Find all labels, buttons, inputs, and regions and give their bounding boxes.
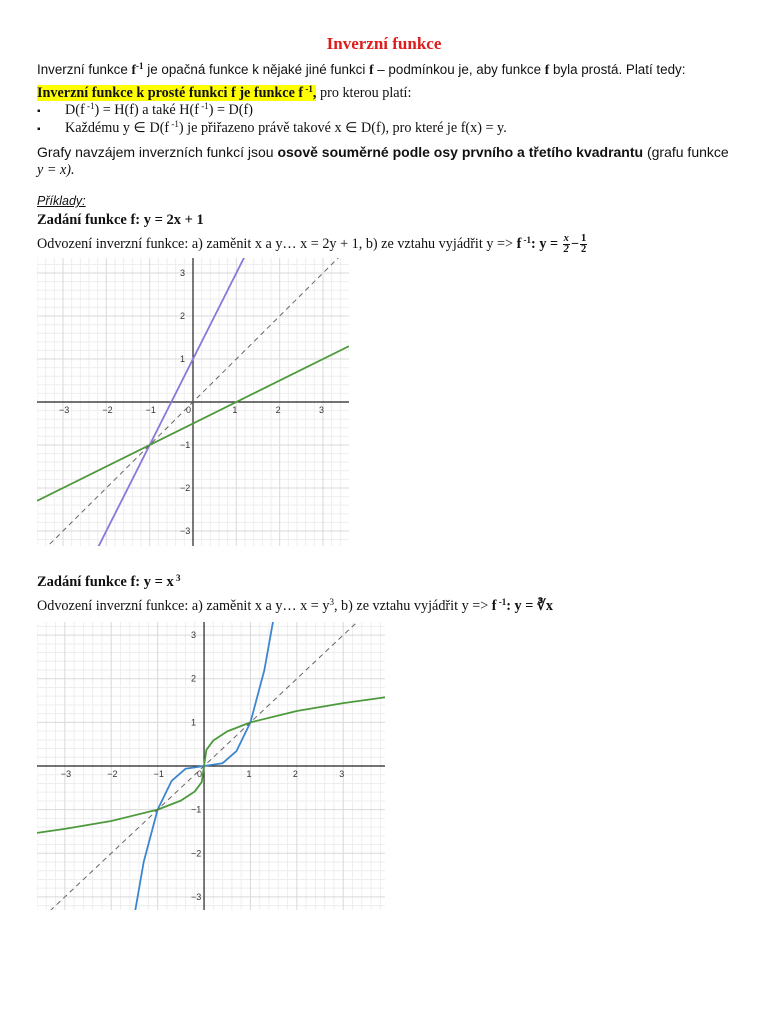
bullet-marker-1: ▪: [37, 106, 41, 117]
y-tick-label: −1: [191, 804, 202, 815]
example-1-minus: −: [570, 235, 579, 252]
x-tick-label: −1: [153, 769, 164, 779]
intro-text-1: Inverzní funkce: [37, 62, 128, 77]
graphs-paragraph-line2: y = x).: [37, 162, 75, 178]
example-2-result-label: f: [491, 598, 497, 614]
highlight-sup: -1: [303, 84, 313, 94]
bullet-marker-2: ▪: [37, 124, 41, 135]
highlight-text: Inverzní funkce k prosté funkci f je funkce f: [37, 85, 304, 101]
y-tick-label: −2: [180, 482, 191, 493]
graphs-text-b: (grafu funkce: [643, 144, 729, 160]
highlight-definition: [37, 85, 316, 101]
example-1-result-sup: -1: [521, 234, 532, 245]
example-1-derivation: [37, 234, 588, 255]
y-tick-label: −3: [191, 891, 202, 902]
examples-label: Příklady:: [37, 194, 86, 208]
fraction-2-numerator: 1: [580, 233, 587, 244]
fraction-1-numerator: x: [563, 233, 569, 244]
example-2-heading-sup: 3: [173, 573, 181, 583]
highlight-line: [37, 85, 411, 102]
example-2-heading: [37, 574, 181, 591]
graphs-text-bold: osově souměrné podle osy prvního a třetího kvadrantu: [277, 144, 644, 160]
example-2-derivation: [37, 598, 553, 615]
x-tick-label: −1: [145, 405, 156, 415]
x-tick-label: −2: [102, 405, 113, 415]
y-tick-label: −1: [180, 439, 191, 450]
example-1-derivation-text: Odvození inverzní funkce: a) zaměnit x a y… x = 2y + 1, b) ze vztahu vyjádřit y =>: [37, 235, 517, 252]
example-2-derivation-a: Odvození inverzní funkce: a) zaměnit x a y… x = y: [37, 598, 330, 614]
intro-f-inverse-letter: f: [131, 62, 137, 77]
example-2-heading-text: Zadání funkce f: y = x: [37, 574, 174, 590]
example-2-derivation-sup: 3: [329, 597, 334, 607]
example-1-result-eq: : y =: [531, 235, 559, 252]
bullet-item-1: [65, 102, 253, 119]
y-tick-label: 3: [191, 630, 197, 641]
x-tick-label: 0: [197, 769, 203, 779]
intro-f: f: [369, 62, 374, 77]
fraction-x-over-2: [563, 234, 570, 255]
bullet-1-part-b: ) = H(f) a také H(f: [94, 102, 199, 118]
example-1-result-label: f: [516, 235, 522, 252]
graphs-paragraph: [37, 144, 729, 160]
intro-f2: f: [544, 62, 550, 77]
graph-2-svg: [37, 622, 385, 910]
x-tick-label: 2: [275, 405, 281, 415]
graph-1-svg: [37, 258, 349, 546]
fraction-1-denominator: 2: [563, 244, 569, 255]
fraction-1-over-2: [580, 234, 587, 255]
bullet-1-sup-2: -1: [198, 101, 209, 111]
example-1-heading: Zadání funkce f: y = 2x + 1: [37, 212, 204, 228]
x-tick-label: −3: [60, 769, 72, 779]
intro-paragraph: [37, 62, 685, 78]
x-tick-label: −3: [59, 405, 70, 415]
x-tick-label: −2: [107, 769, 118, 779]
graph-2: [37, 622, 385, 910]
example-2-result-sup: -1: [496, 597, 507, 607]
page-title: Inverzní funkce: [326, 34, 442, 53]
intro-text-2: je opačná funkce k nějaké jiné funkci: [143, 62, 370, 77]
example-2-result-colon: :: [506, 598, 515, 614]
y-tick-label: 1: [191, 717, 197, 728]
bullet-1-sup-1: -1: [84, 101, 95, 111]
x-tick-label: 3: [319, 405, 325, 415]
example-2-result-expr: y = ∛x: [514, 598, 553, 614]
highlight-rest: pro kterou platí:: [316, 85, 412, 101]
y-tick-label: −2: [191, 848, 202, 859]
x-tick-label: 0: [186, 405, 192, 415]
intro-text-3: – podmínkou je, aby funkce: [373, 62, 545, 77]
fraction-2-denominator: 2: [580, 244, 587, 255]
example-2-derivation-b: , b) ze vztahu vyjádřit y =>: [333, 598, 492, 614]
bullet-2-part-b: ) je přiřazeno právě takové x ∈ D(f), pro které je f(x) = y.: [178, 120, 507, 136]
y-tick-label: 1: [180, 354, 186, 365]
x-tick-label: 2: [292, 769, 298, 779]
y-tick-label: −3: [180, 525, 191, 536]
bullet-2-part-a: Každému y ∈ D(f: [65, 120, 170, 136]
y-tick-label: 2: [191, 673, 197, 684]
y-tick-label: 2: [180, 311, 186, 322]
bullet-1-part-a: D(f: [65, 102, 85, 118]
example-1-result: [517, 236, 558, 252]
intro-f-inverse-sup: -1: [136, 61, 144, 71]
x-tick-label: 1: [232, 405, 238, 415]
graph-1: [37, 258, 349, 546]
intro-f-inverse: [132, 62, 144, 77]
bullet-1-part-c: ) = D(f): [208, 102, 253, 118]
graphs-text-a: Grafy navzájem inverzních funkcí jsou: [37, 144, 278, 160]
bullet-2-sup: -1: [169, 119, 179, 129]
y-tick-label: 3: [180, 268, 186, 279]
bullet-item-2: [65, 120, 507, 137]
highlight-comma: ,: [312, 85, 317, 101]
x-tick-label: 3: [339, 769, 345, 779]
intro-text-4: byla prostá. Platí tedy:: [549, 62, 686, 77]
x-tick-label: 1: [246, 769, 252, 779]
example-2-result: [492, 598, 553, 614]
